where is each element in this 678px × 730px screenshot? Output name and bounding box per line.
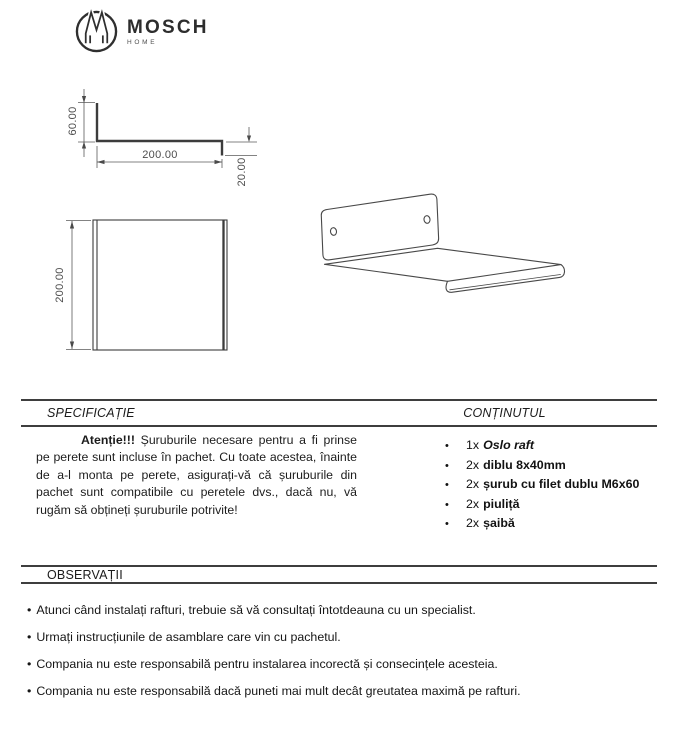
mounting-hole-icon	[424, 215, 431, 223]
dim-width-label: 200.00	[142, 149, 178, 161]
observation-item	[27, 631, 667, 645]
observation-text: Atunci când instalați rafturi, trebuie să vă consultați întotdeauna cu un specialist.	[36, 603, 476, 617]
dim-lip-label: 20.00	[236, 157, 248, 187]
contents-item	[445, 459, 639, 473]
bullet-icon: •	[445, 459, 449, 472]
contents-item	[445, 498, 639, 512]
warning-text: Șuruburile necesare pentru a fi prinse pe perete sunt incluse în pachet. Cu toate acestea, înainte de a-l monta pe perete, asigurați-vă că șuruburile din pachet sunt compatibile cu peretele dvs., dacă nu, vă rugăm să obțineți șuruburile potrivite!	[36, 433, 357, 517]
observations-list	[27, 604, 667, 712]
observation-text: Urmați instrucțiunile de asamblare care vin cu pachetul.	[36, 629, 341, 644]
brand-subtitle: HOME	[127, 38, 158, 46]
item-quantity: 2x	[466, 516, 480, 531]
brand-name: MOSCH	[127, 16, 209, 38]
item-name: diblu 8x40mm	[483, 457, 566, 472]
observations-title: OBSERVAȚII	[47, 567, 123, 582]
isometric-view-drawing	[321, 194, 564, 292]
side-profile-drawing	[67, 89, 257, 187]
item-name: șurub cu filet dublu M6x60	[483, 477, 640, 492]
specification-section-header	[21, 399, 657, 427]
observation-item	[27, 604, 667, 618]
observations-section-header	[21, 565, 657, 584]
mounting-hole-icon	[330, 227, 337, 235]
item-quantity: 1x	[466, 438, 480, 452]
bullet-icon: •	[445, 498, 449, 511]
specification-warning	[36, 432, 357, 519]
specification-title: SPECIFICAȚIE	[47, 406, 135, 420]
item-quantity: 2x	[466, 496, 480, 511]
front-view-drawing	[54, 220, 227, 350]
dim-side-label: 200.00	[54, 267, 66, 303]
bullet-icon: •	[27, 629, 32, 644]
item-quantity: 2x	[466, 457, 480, 472]
warning-lead: Atenție!!!	[81, 433, 135, 447]
observation-item	[27, 658, 667, 672]
contents-list	[445, 439, 639, 537]
observation-text: Compania nu este responsabilă dacă puneti mai mult decât greutatea maximă pe rafturi.	[36, 683, 521, 698]
bullet-icon: •	[27, 683, 32, 698]
contents-item	[445, 517, 639, 531]
bullet-icon: •	[445, 479, 449, 492]
bullet-icon: •	[27, 603, 32, 617]
observation-item	[27, 685, 667, 699]
dim-height-label: 60.00	[67, 106, 79, 136]
contents-title: CONȚINUTUL	[463, 406, 546, 420]
bullet-icon: •	[27, 656, 32, 671]
item-name: Oslo raft	[483, 438, 535, 452]
contents-item	[445, 439, 639, 453]
item-name: piuliță	[483, 496, 520, 511]
contents-item	[445, 478, 639, 492]
observation-text: Compania nu este responsabilă pentru instalarea incorectă și consecințele acesteia.	[36, 656, 498, 671]
bullet-icon: •	[445, 518, 449, 531]
bullet-icon: •	[445, 440, 449, 452]
item-quantity: 2x	[466, 477, 480, 492]
item-name: șaibă	[483, 516, 515, 531]
